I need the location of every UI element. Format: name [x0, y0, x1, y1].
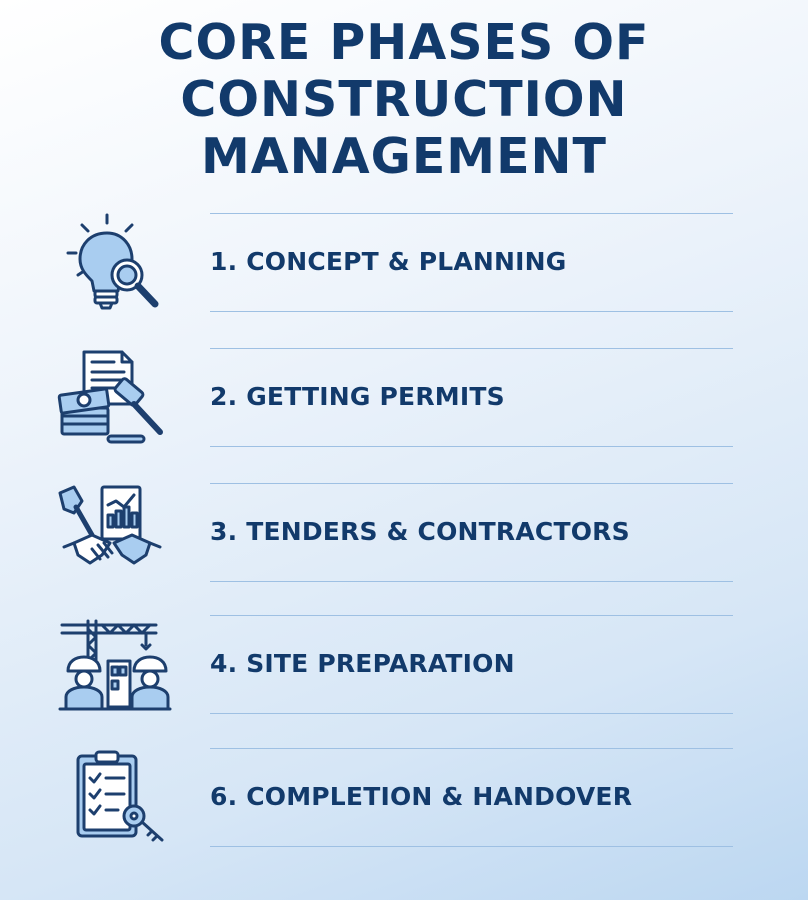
page-title — [0, 14, 808, 185]
phase-label: 3. TENDERS & CONTRACTORS — [210, 517, 630, 546]
divider — [210, 581, 733, 582]
phase-site-preparation — [0, 615, 808, 715]
documents-money-gavel-icon — [52, 348, 172, 448]
divider — [210, 446, 733, 447]
phase-completion-handover — [0, 748, 808, 848]
phase-label: 6. COMPLETION & HANDOVER — [210, 782, 633, 811]
divider — [210, 213, 733, 214]
title-line-2: CONSTRUCTION — [180, 71, 628, 128]
phase-label: 4. SITE PREPARATION — [210, 649, 515, 678]
shovel-chart-handshake-icon — [52, 483, 172, 583]
phase-concept-planning — [0, 213, 808, 313]
divider — [210, 846, 733, 847]
phase-label: 1. CONCEPT & PLANNING — [210, 247, 567, 276]
divider — [210, 748, 733, 749]
phase-label: 2. GETTING PERMITS — [210, 382, 505, 411]
divider — [210, 348, 733, 349]
lightbulb-magnifier-icon — [52, 213, 172, 313]
divider — [210, 713, 733, 714]
title-line-1: CORE PHASES OF — [158, 14, 650, 71]
crane-workers-icon — [52, 615, 172, 715]
phase-getting-permits — [0, 348, 808, 448]
divider — [210, 483, 733, 484]
title-line-3: MANAGEMENT — [201, 128, 607, 185]
divider — [210, 615, 733, 616]
checklist-key-icon — [52, 748, 172, 848]
phase-tenders-contractors — [0, 483, 808, 583]
divider — [210, 311, 733, 312]
